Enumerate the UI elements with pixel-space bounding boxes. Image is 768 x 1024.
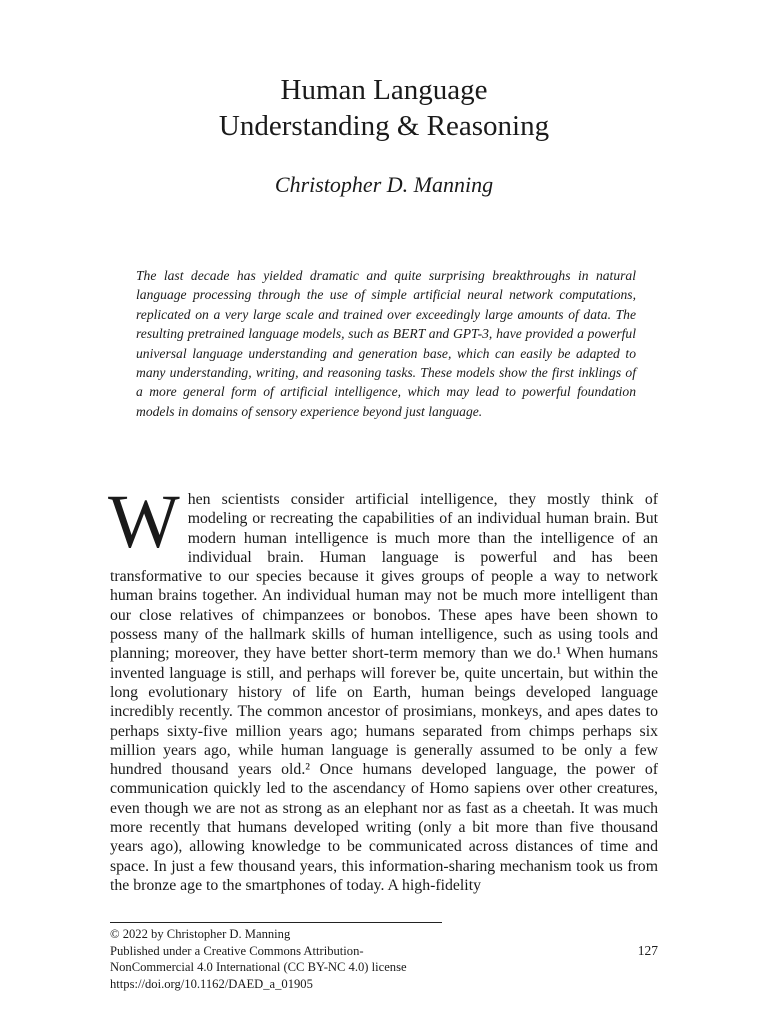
drop-cap: W: [108, 480, 180, 564]
body-text: hen scientists consider artificial intelligence, they mostly think of modeling or recreating the capabilities of an individual human brain. But modern human intelligence is much more than the intelligence of an individual brain. Human language is powerful and has been transformative to our species because it gives groups of people a way to network human brains together. An individual human may not be much more intelligent than our close relatives of chimpanzees or bonobos. These apes have been shown to possess many of the hallmark skills of human intelligence, such as using tools and planning; moreover, they have better short-term memory than we do.¹ When humans invented language is still, and perhaps will forever be, quite uncertain, but within the long evolutionary history of life on Earth, human beings developed language incredibly recently. The common ancestor of prosimians, monkeys, and apes dates to perhaps sixty-five million years ago; humans separated from chimps perhaps six million years ago, while human language is generally assumed to be only a few hundred thousand years old.² Once humans developed language, the power of communication quickly led to the ascendancy of Homo sapiens over other creatures, even though we are not as strong as an elephant nor as fast as a cheetah. It was much more recently that humans developed writing (only a bit more than five thousand years ago), allowing knowledge to be communicated across distances of time and space. In just a few thousand years, this information-sharing mechanism took us from the bronze age to the smartphones of today. A high-fidelity: [110, 491, 658, 894]
abstract: The last decade has yielded dramatic and quite surprising breakthroughs in natural language processing through the use of simple artificial neural network computations, replicated on a very large scale and trained over exceedingly large amounts of data. The resulting pretrained language models, such as BERT and GPT-3, have provided a powerful universal language understanding and generation base, which can easily be adapted to many understanding, writing, and reasoning tasks. These models show the first inklings of a more general form of artificial intelligence, which may lead to powerful foundation models in domains of sensory experience beyond just language.: [136, 268, 636, 419]
article-title: [0, 72, 768, 144]
license-line-2: NonCommercial 4.0 International (CC BY-NC 4.0) license: [110, 960, 407, 974]
author-name: Christopher D. Manning: [274, 172, 494, 197]
body-paragraph: [108, 480, 658, 895]
title-line-2: Understanding & Reasoning: [218, 110, 550, 142]
footer: [110, 926, 510, 992]
page-number: 127: [637, 943, 658, 958]
title-line-1: Human Language: [280, 74, 488, 106]
license-line-1: Published under a Creative Commons Attribution-: [110, 943, 364, 958]
copyright-line: © 2022 by Christopher D. Manning: [110, 927, 291, 941]
footer-rule: [110, 922, 442, 923]
doi-link[interactable]: https://doi.org/10.1162/DAED_a_01905: [110, 976, 313, 991]
